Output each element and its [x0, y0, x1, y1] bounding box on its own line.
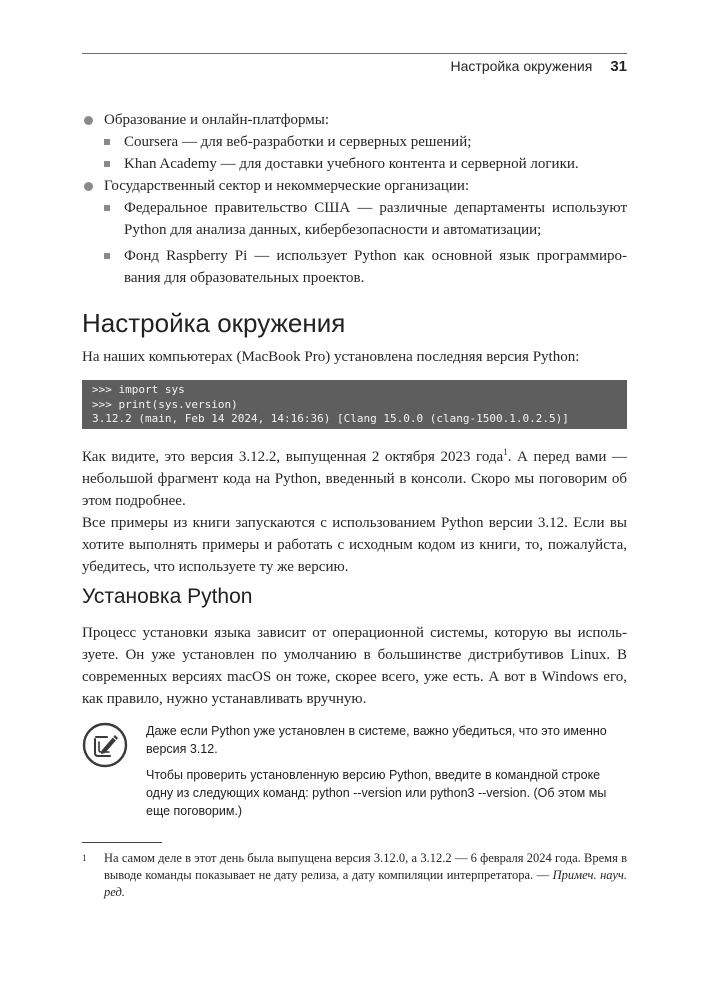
bullet-list: [82, 109, 627, 289]
footnote: [82, 850, 627, 901]
header-title: Настройка окружения: [450, 58, 593, 74]
list-item: Образование и онлайн-платформы:: [82, 109, 627, 131]
note-box: [146, 722, 627, 828]
paragraph-examples: Все примеры из книги запускаются с использованием Python версии 3.12. Если вы хотите выполнять примеры и работать с исходным кодом из книги, то, пожалуйста, убедитесь, что используете ту же версию.: [82, 515, 627, 575]
footnote-ref[interactable]: 1: [503, 447, 508, 457]
code-line: 3.12.2 (main, Feb 14 2024, 14:16:36) [Clang 15.0.0 (clang-1500.1.0.2.5)]: [92, 412, 569, 425]
section-intro: На наших компьютерах (MacBook Pro) установлена последняя версия Python:: [82, 349, 580, 365]
sub-list-item: Coursera — для веб-разработки и серверных решений;: [82, 131, 627, 153]
code-line: >>> print(sys.version): [92, 397, 238, 411]
paragraph-version: Как видите, это версия 3.12.2, выпущенная 2 октября 2023 года$^1$. А перед вами — небольшой фрагмент кода на Python, введенный в консоли. Скоро мы поговорим об этом подробнее.: [82, 447, 628, 509]
subsection-heading: Установка Python: [82, 585, 253, 608]
code-line: >>> import sys: [92, 383, 185, 396]
editor-note: Примеч. науч. ред.: [104, 868, 627, 899]
footnote-mark: 1: [82, 853, 87, 863]
list-item: Государственный сектор и некоммерческие организации:: [82, 175, 627, 197]
sub-list-item: Khan Academy — для доставки учебного контента и серверной логики.: [82, 153, 627, 175]
note-paragraph: Даже если Python уже установлен в системе, важно убедиться, что это именно версия 3.12.: [146, 724, 607, 756]
footnote-text: На самом деле в этот день была выпущена версия 3.12.0, а 3.12.2 — 6 февраля 2024 года. Время в выводе команды показывает не дату релиза, а дату компиляции интерпретатора. — Примеч. науч. ред.: [104, 851, 627, 899]
sub-list-item: Федеральное правительство США — различные департаменты используют Python для анализа данных, кибербезопасности и автоматизации;: [82, 197, 627, 241]
footnote-rule: [82, 842, 162, 843]
page-number: 31: [610, 58, 627, 75]
sub-list-item: Фонд Raspberry Pi — использует Python как основной язык программирования для образовательных проектов.: [82, 245, 627, 289]
pen-note-icon: [82, 722, 128, 768]
note-paragraph: Чтобы проверить установленную версию Python, введите в командной строке одну из следующих команд: python --version или python3 --version. (Об этом мы еще поговорим.): [146, 768, 607, 818]
paragraph-install: Процесс установки языка зависит от операционной системы, которую вы используете. Он уже установлен по умолчанию в большинстве дистрибутивов Linux. В современных версиях macOS он тоже, скорее всего, уже есть. А вот в Windows его, как правило, нужно устанавливать вручную.: [82, 625, 627, 707]
code-block: [82, 380, 627, 429]
running-header: [451, 58, 627, 75]
section-heading: Настройка окружения: [82, 308, 346, 338]
header-rule: [82, 53, 627, 54]
